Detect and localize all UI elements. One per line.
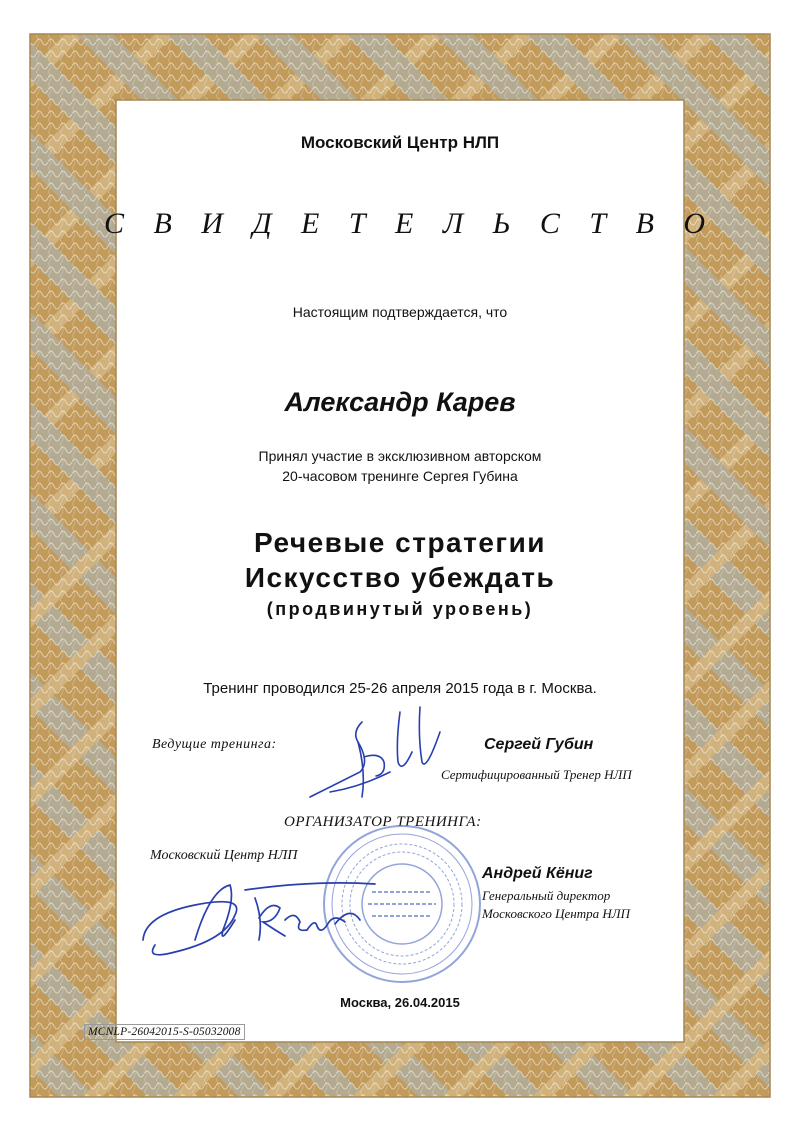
director-role-line-2: Московского Центра НЛП	[482, 906, 630, 921]
participation-line-1: Принял участие в эксклюзивном авторском	[258, 448, 542, 464]
director-role-line-1: Генеральный директор	[482, 888, 611, 903]
course-level: (продвинутый уровень)	[266, 599, 534, 619]
organization-header: Московский Центр НЛП	[300, 133, 500, 152]
trainer-role: Сертифицированный Тренер НЛП	[441, 767, 632, 782]
course-title-line-1: Речевые стратегии	[254, 527, 546, 558]
course-title-line-2: Искусство убеждать	[244, 562, 556, 593]
participation-line-2: 20-часовом тренинге Сергея Губина	[282, 468, 518, 484]
director-name: Андрей Кёниг	[482, 865, 593, 882]
trainer-name: Сергей Губин	[484, 736, 594, 753]
serial-number: MCNLP-26042015-S-05032008	[84, 1024, 245, 1040]
director-signature	[135, 860, 395, 975]
recipient-name: Александр Карев	[284, 387, 516, 417]
director-role	[482, 887, 630, 923]
leaders-label: Ведущие тренинга:	[152, 737, 277, 752]
organizer-name: Московский Центр НЛП	[150, 848, 298, 863]
trainer-signature	[300, 702, 460, 812]
place-date: Москва, 26.04.2015	[340, 995, 460, 1010]
organizer-label: ОРГАНИЗАТОР ТРЕНИНГА:	[284, 814, 482, 830]
confirmation-text: Настоящим подтверждается, что	[292, 304, 508, 320]
participation-text	[0, 446, 800, 486]
training-dates: Тренинг проводился 25-26 апреля 2015 года в г. Москва.	[203, 680, 597, 697]
course-title	[0, 525, 800, 595]
document-title: С В И Д Е Т Е Л Ь С Т В О	[103, 207, 717, 240]
